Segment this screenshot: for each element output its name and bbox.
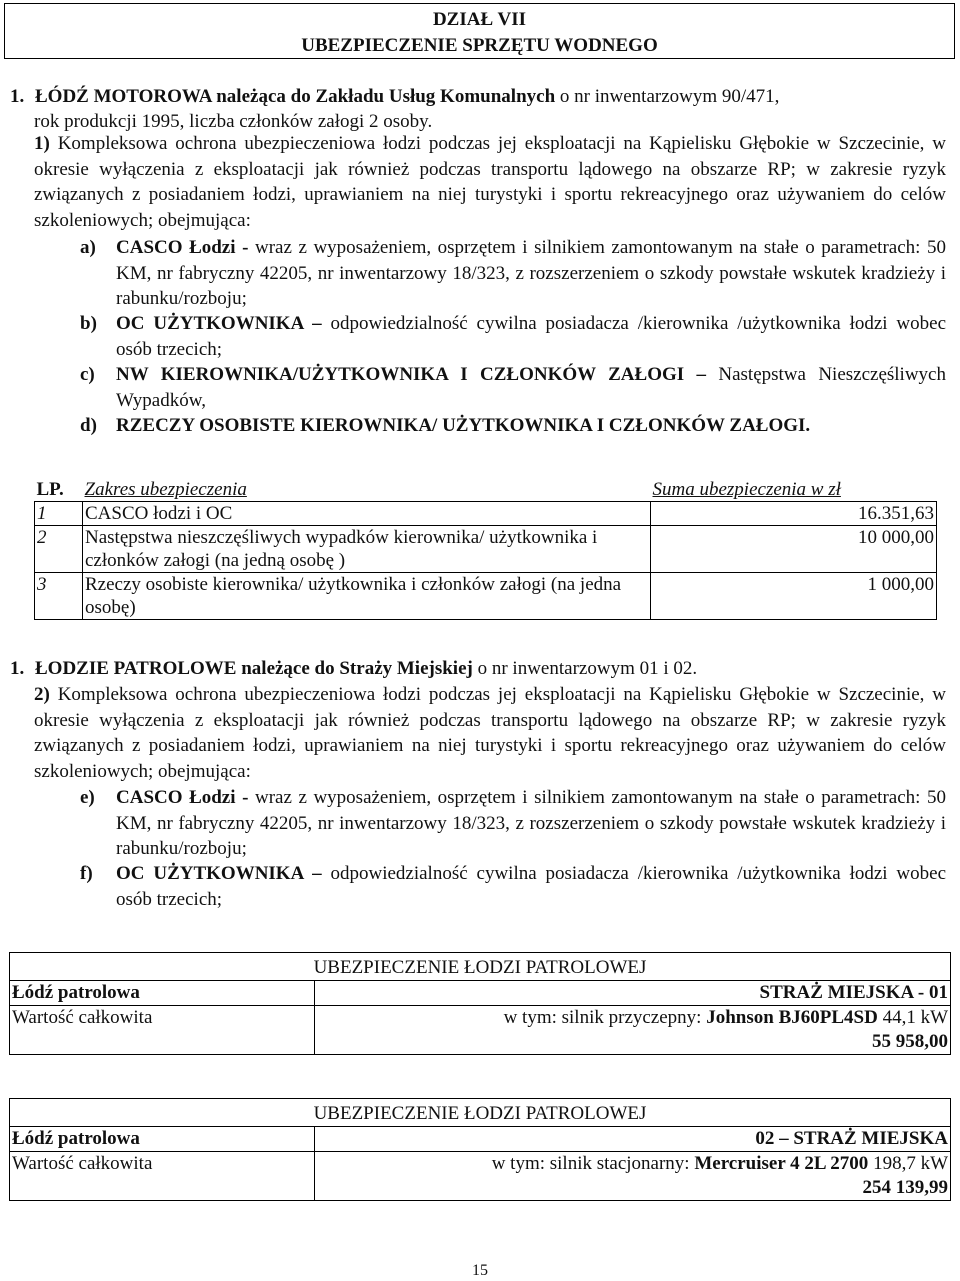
value-label: Wartość całkowita: [10, 1152, 315, 1177]
engine-info: [315, 1152, 951, 1177]
boat-title: ŁÓDŹ MOTOROWA należąca do Zakładu Usług Komunalnych: [35, 86, 556, 107]
section-number: DZIAŁ VII: [432, 9, 527, 30]
boat-name: 02 – STRAŻ MIEJSKA: [315, 1127, 951, 1152]
table-row: [35, 502, 937, 526]
boat-inventory: o nr inwentarzowym 90/471,: [555, 86, 780, 107]
item-label: d): [80, 415, 97, 436]
item-text: Następstwa Nieszczęśliwych Wypadków,: [116, 364, 946, 411]
item-label: f): [80, 863, 93, 884]
row-lp: 1: [35, 502, 83, 526]
item-title: OC UŻYTKOWNIKA –: [116, 313, 322, 334]
boat-details: rok produkcji 1995, liczba członków załogi 2 osoby.: [34, 111, 433, 132]
coverage-item-e: [80, 785, 946, 862]
row-lp: 3: [35, 573, 83, 620]
total-value: 55 958,00: [315, 1030, 951, 1055]
row-sum: 10 000,00: [651, 526, 937, 573]
total-value: 254 139,99: [315, 1176, 951, 1201]
item-text: odpowiedzialność cywilna posiadacza /kierownika /użytkownika łodzi wobec osób trzecich;: [116, 863, 947, 910]
engine-power: 198,7 kW: [868, 1153, 948, 1174]
item-title: CASCO Łodzi -: [116, 787, 249, 808]
paragraph-text: Kompleksowa ochrona ubezpieczeniowa łodzi podczas jej eksploatacji na Kąpielisku Głębokie w Szczecinie, w okresie wyłączenia z eksploatacji jak również podczas transportu lądowego na obszarze RP; w zakresie ryzyk związanych z posiadaniem łodzi, uprawianiem na niej turystyki i sportu rekreacyjnego oraz używaniem do celów szkoleniowych; obejmująca:: [34, 133, 946, 231]
coverage-item-f: [80, 861, 946, 912]
row-lp: 2: [35, 526, 83, 573]
table-row: [35, 573, 937, 620]
paragraph-number: 1): [34, 133, 50, 154]
section-title: UBEZPIECZENIE SPRZĘTU WODNEGO: [301, 35, 658, 56]
patrol-boat-table-1: [9, 952, 951, 1055]
item-text: odpowiedzialność cywilna posiadacza /kierownika /użytkownika łodzi wobec osób trzecich;: [116, 313, 947, 360]
engine-model: Mercruiser 4 2L 2700: [694, 1153, 869, 1174]
table-header-row: [35, 478, 937, 502]
item-number: 1.: [10, 658, 25, 679]
row-sum: 1 000,00: [651, 573, 937, 620]
coverage-paragraph-1: [34, 131, 946, 233]
patrol-boats-heading: [10, 656, 950, 681]
coverage-item-d: [80, 413, 946, 439]
item-title: OC UŻYTKOWNIKA –: [116, 863, 322, 884]
row-scope: CASCO łodzi i OC: [83, 502, 651, 526]
table-title: UBEZPIECZENIE ŁODZI PATROLOWEJ: [10, 1099, 951, 1127]
item-label: c): [80, 364, 95, 385]
column-header-sum: Suma ubezpieczenia w zł: [651, 478, 937, 502]
boat-label: Łódź patrolowa: [10, 1127, 315, 1152]
item-title: RZECZY OSOBISTE KIEROWNIKA/ UŻYTKOWNIKA I CZŁONKÓW ZAŁOGI.: [116, 415, 811, 436]
engine-power: 44,1 kW: [877, 1007, 948, 1028]
engine-model: Johnson BJ60PL4SD: [706, 1007, 878, 1028]
patrol-inventory: o nr inwentarzowym 01 i 02.: [472, 658, 698, 679]
item-title: CASCO Łodzi -: [116, 237, 249, 258]
item-label: e): [80, 787, 95, 808]
boat-heading: [10, 84, 950, 109]
table-title: UBEZPIECZENIE ŁODZI PATROLOWEJ: [10, 953, 951, 981]
paragraph-text: Kompleksowa ochrona ubezpieczeniowa łodzi podczas jej eksploatacji na Kąpielisku Głębokie w Szczecinie, w okresie wyłączenia z eksploatacji jak również podczas transportu lądowego na obszarze RP; w zakresie ryzyk związanych z posiadaniem łodzi, uprawianiem na niej turystyki i sportu rekreacyjnego oraz używaniem do celów szkoleniowych; obejmująca:: [34, 684, 946, 782]
coverage-paragraph-2: [34, 682, 946, 784]
boat-label: Łódź patrolowa: [10, 981, 315, 1006]
patrol-title: ŁODZIE PATROLOWE należące do Straży Miejskiej: [35, 658, 473, 679]
item-title: NW KIEROWNIKA/UŻYTKOWNIKA I CZŁONKÓW ZAŁOGI –: [116, 364, 707, 385]
row-scope: Następstwa nieszczęśliwych wypadków kierownika/ użytkownika i członków załogi (na jedną osobę ): [83, 526, 651, 573]
coverage-item-a: [80, 235, 946, 312]
engine-info: [315, 1006, 951, 1031]
section-header: [4, 3, 955, 59]
page-number: 15: [472, 1262, 488, 1279]
patrol-boat-table-2: [9, 1098, 951, 1201]
boat-name: STRAŻ MIEJSKA - 01: [315, 981, 951, 1006]
coverage-table: [34, 478, 937, 620]
item-text: wraz z wyposażeniem, osprzętem i silnikiem zamontowanym na stałe o parametrach: 50 KM, nr fabryczny 42205, nr inwentarzowy 18/323, z rozszerzeniem o szkody powstałe wskutek kradzieży i rabunku/rozboju;: [116, 787, 946, 859]
item-number: 1.: [10, 86, 25, 107]
item-label: a): [80, 237, 96, 258]
row-scope: Rzeczy osobiste kierownika/ użytkownika i członków załogi (na jedna osobę): [83, 573, 651, 620]
engine-type: w tym: silnik przyczepny:: [503, 1007, 707, 1028]
column-header-scope: Zakres ubezpieczenia: [83, 478, 651, 502]
paragraph-number: 2): [34, 684, 50, 705]
item-text: wraz z wyposażeniem, osprzętem i silnikiem zamontowanym na stałe o parametrach: 50 KM, nr fabryczny 42205, nr inwentarzowy 18/323, z rozszerzeniem o szkody powstałe wskutek kradzieży i rabunku/rozboju;: [116, 237, 946, 309]
value-label: Wartość całkowita: [10, 1006, 315, 1031]
coverage-item-c: [80, 362, 946, 413]
engine-type: w tym: silnik stacjonarny:: [491, 1153, 695, 1174]
row-sum: 16.351,63: [651, 502, 937, 526]
coverage-item-b: [80, 311, 946, 362]
item-label: b): [80, 313, 97, 334]
column-header-lp: LP.: [35, 478, 83, 502]
table-row: [35, 526, 937, 573]
